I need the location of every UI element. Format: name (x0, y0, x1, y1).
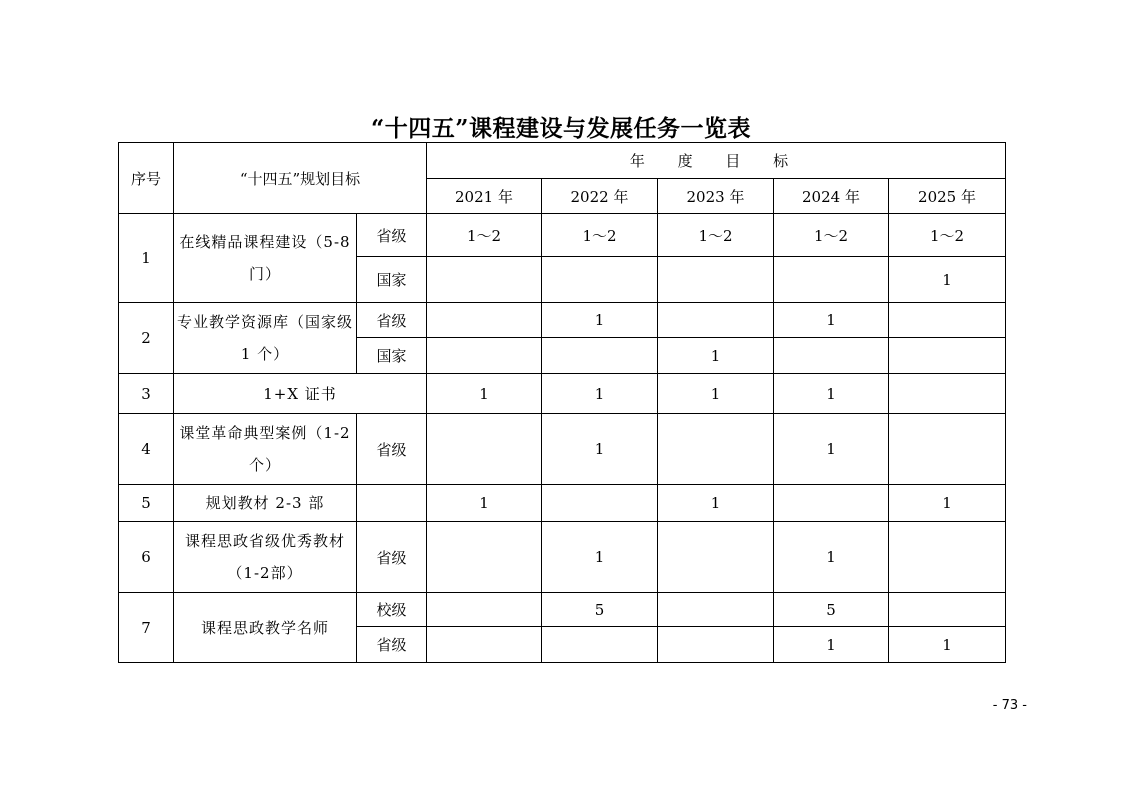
cell-value (774, 338, 889, 374)
header-year: 2024 年 (774, 179, 889, 214)
cell-value (658, 414, 774, 485)
cell-value (889, 593, 1006, 627)
cell-value (774, 257, 889, 303)
cell-value: 1 (774, 374, 889, 414)
cell-value: 1～2 (658, 214, 774, 257)
cell-value: 1～2 (427, 214, 542, 257)
row-level (357, 485, 427, 522)
cell-value: 1～2 (542, 214, 658, 257)
page-number: - 73 - (992, 698, 1027, 713)
row-seq: 6 (119, 522, 174, 593)
cell-value: 1 (427, 485, 542, 522)
cell-value (889, 522, 1006, 593)
row-goal: 规划教材 2-3 部 (174, 485, 357, 522)
cell-value: 1 (542, 414, 658, 485)
cell-value: 1 (889, 257, 1006, 303)
cell-value: 5 (542, 593, 658, 627)
cell-value: 1 (774, 303, 889, 338)
cell-value (889, 303, 1006, 338)
cell-value: 1 (658, 485, 774, 522)
cell-value: 1 (427, 374, 542, 414)
row-goal: 课程思政教学名师 (174, 593, 357, 663)
cell-value (658, 522, 774, 593)
cell-value: 1 (774, 522, 889, 593)
row-level: 校级 (357, 593, 427, 627)
task-table (118, 142, 1006, 663)
cell-value (427, 257, 542, 303)
row-seq: 2 (119, 303, 174, 374)
row-level: 省级 (357, 627, 427, 663)
cell-value: 1 (658, 338, 774, 374)
cell-value: 1 (774, 627, 889, 663)
row-seq: 4 (119, 414, 174, 485)
cell-value: 1 (889, 485, 1006, 522)
header-year: 2023 年 (658, 179, 774, 214)
cell-value (542, 627, 658, 663)
header-year-target: 年 度 目 标 (427, 143, 1006, 179)
row-seq: 1 (119, 214, 174, 303)
cell-value (658, 627, 774, 663)
table-row (119, 303, 1006, 338)
row-seq: 3 (119, 374, 174, 414)
row-goal: 课堂革命典型案例（1-2个） (174, 414, 357, 485)
row-level: 省级 (357, 522, 427, 593)
cell-value: 1～2 (889, 214, 1006, 257)
cell-value (427, 593, 542, 627)
table-row (119, 485, 1006, 522)
cell-value: 1 (889, 627, 1006, 663)
row-seq: 7 (119, 593, 174, 663)
cell-value (427, 627, 542, 663)
cell-value (774, 485, 889, 522)
header-goal: “十四五”规划目标 (174, 143, 427, 214)
cell-value (889, 414, 1006, 485)
table-title: “十四五”课程建设与发展任务一览表 (371, 115, 751, 142)
table-row (119, 214, 1006, 257)
table-row (119, 593, 1006, 627)
cell-value: 1～2 (774, 214, 889, 257)
header-seq: 序号 (119, 143, 174, 214)
table-row (119, 414, 1006, 485)
header-year: 2021 年 (427, 179, 542, 214)
header-year: 2025 年 (889, 179, 1006, 214)
cell-value: 5 (774, 593, 889, 627)
row-goal: 在线精品课程建设（5-8门） (174, 214, 357, 303)
cell-value (427, 522, 542, 593)
table-row (119, 522, 1006, 593)
cell-value (542, 257, 658, 303)
row-goal: 1+X 证书 (174, 374, 427, 414)
row-goal: 专业教学资源库（国家级 1 个） (174, 303, 357, 374)
cell-value (542, 338, 658, 374)
row-level: 省级 (357, 214, 427, 257)
cell-value: 1 (542, 522, 658, 593)
row-goal: 课程思政省级优秀教材（1-2部） (174, 522, 357, 593)
row-seq: 5 (119, 485, 174, 522)
cell-value: 1 (542, 374, 658, 414)
cell-value: 1 (542, 303, 658, 338)
table-row (119, 374, 1006, 414)
cell-value (658, 593, 774, 627)
row-level: 省级 (357, 414, 427, 485)
row-level: 国家 (357, 257, 427, 303)
cell-value (427, 303, 542, 338)
cell-value (658, 257, 774, 303)
header-year: 2022 年 (542, 179, 658, 214)
cell-value (427, 338, 542, 374)
cell-value (889, 338, 1006, 374)
row-level: 省级 (357, 303, 427, 338)
cell-value (542, 485, 658, 522)
row-level: 国家 (357, 338, 427, 374)
cell-value (658, 303, 774, 338)
cell-value: 1 (658, 374, 774, 414)
cell-value: 1 (774, 414, 889, 485)
cell-value (427, 414, 542, 485)
cell-value (889, 374, 1006, 414)
